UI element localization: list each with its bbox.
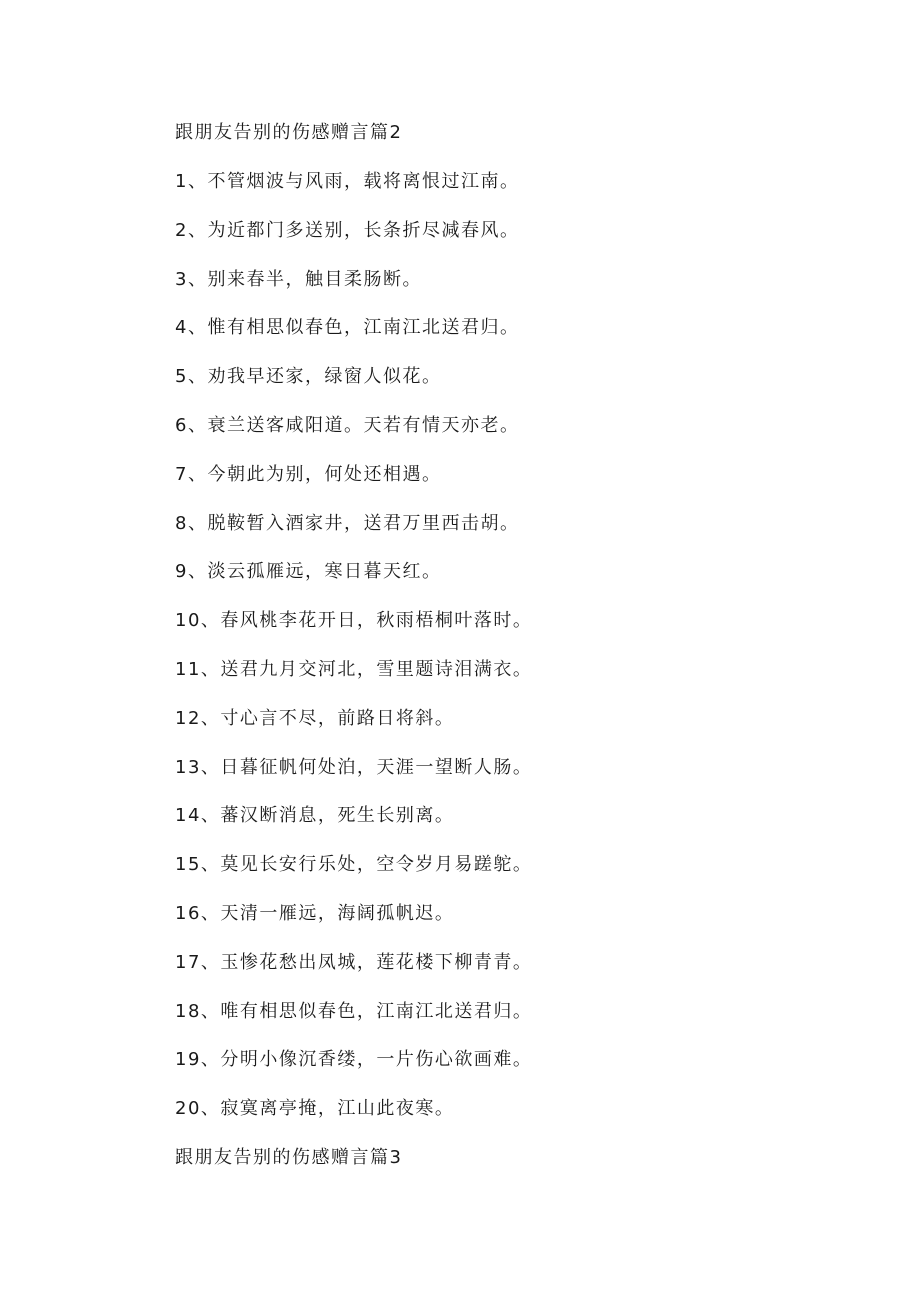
list-item: 4、惟有相思似春色，江南江北送君归。 (175, 317, 520, 339)
list-item: 3、别来春半，触目柔肠断。 (175, 268, 422, 290)
list-item: 8、脱鞍暂入酒家井，送君万里西击胡。 (175, 512, 520, 534)
list-item: 10、春风桃李花开日，秋雨梧桐叶落时。 (175, 610, 533, 632)
list-item: 16、天清一雁远，海阔孤帆迟。 (175, 902, 455, 924)
list-item: 19、分明小像沉香缕，一片伤心欲画难。 (175, 1049, 533, 1071)
list-item: 13、日暮征帆何处泊，天涯一望断人肠。 (175, 756, 533, 778)
list-item: 7、今朝此为别，何处还相遇。 (175, 463, 442, 485)
list-item: 1、不管烟波与风雨，载将离恨过江南。 (175, 171, 520, 192)
quote-list (175, 170, 532, 1146)
list-item: 2、为近都门多送别，长条折尽减春风。 (175, 219, 520, 241)
list-item: 5、劝我早还家，绿窗人似花。 (175, 366, 442, 388)
list-item: 18、唯有相思似春色，江南江北送君归。 (175, 1000, 533, 1022)
list-item: 17、玉惨花愁出凤城，莲花楼下柳青青。 (175, 951, 533, 973)
list-item: 12、寸心言不尽，前路日将斜。 (175, 707, 455, 729)
section-heading-3: 跟朋友告别的伤感赠言篇3 (175, 1147, 403, 1168)
list-item: 15、莫见长安行乐处，空令岁月易蹉鸵。 (175, 854, 533, 876)
section-heading-2: 跟朋友告别的伤感赠言篇2 (175, 122, 403, 143)
list-item: 14、蕃汉断消息，死生长别离。 (175, 805, 455, 827)
list-item: 20、寂寞离亭掩，江山此夜寒。 (175, 1098, 455, 1120)
list-item: 11、送君九月交河北，雪里题诗泪满衣。 (175, 658, 533, 680)
list-item: 6、衰兰送客咸阳道。天若有情天亦老。 (175, 414, 520, 436)
list-item: 9、淡云孤雁远，寒日暮天红。 (175, 561, 442, 583)
